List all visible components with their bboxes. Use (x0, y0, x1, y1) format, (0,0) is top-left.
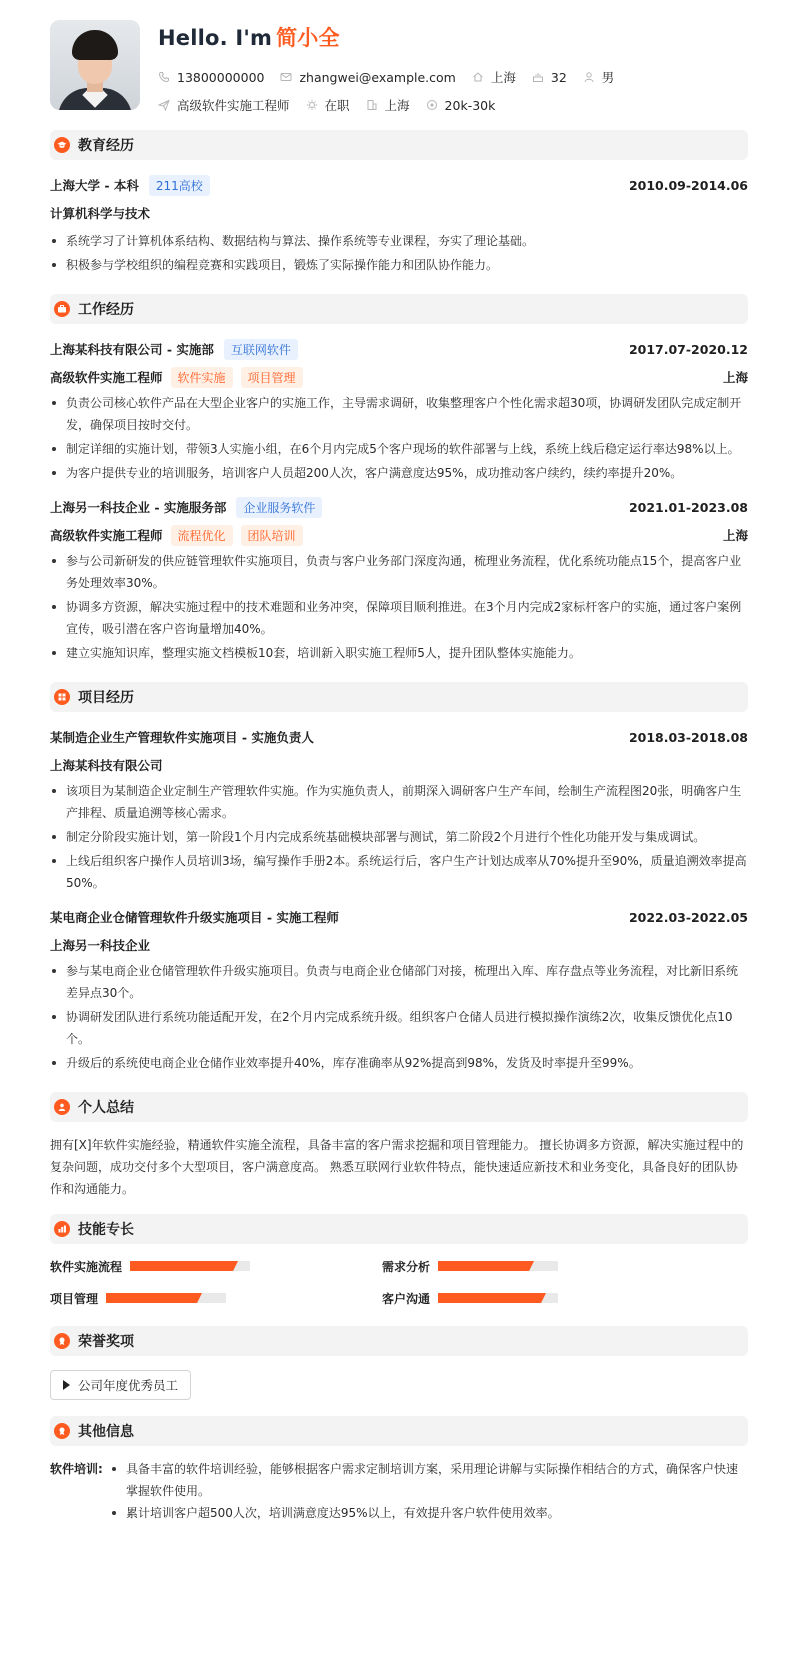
skill-item (382, 1258, 714, 1274)
skill-name: 需求分析 (382, 1259, 431, 1274)
page-title (158, 22, 630, 52)
job-role: 高级软件实施工程师 (50, 370, 163, 385)
phone-icon (158, 71, 170, 83)
candidate-name: 简小全 (276, 26, 340, 50)
skill-tag: 软件实施 (171, 367, 233, 388)
list-item: 该项目为某制造企业定制生产管理软件实施。作为实施负责人，前期深入调研客户生产车间，绘制生产流程图20张，明确客户生产排程、质量追溯等核心需求。 (50, 780, 748, 824)
phone-value: 13800000000 (177, 69, 265, 85)
position-value: 高级软件实施工程师 (177, 98, 290, 113)
resume-header (50, 20, 748, 112)
section-title: 教育经历 (78, 138, 134, 154)
major: 计算机科学与技术 (50, 206, 151, 221)
other-label: 软件培训: (50, 1462, 103, 1476)
list-item: 积极参与学校组织的编程竞赛和实践项目，锻炼了实际操作能力和团队协作能力。 (50, 254, 748, 276)
status-icon (306, 99, 318, 111)
section-title: 技能专长 (78, 1222, 134, 1238)
company-name: 上海某科技有限公司 - 实施部 (50, 342, 214, 357)
section-title: 个人总结 (78, 1100, 134, 1116)
section-projects (50, 682, 748, 712)
section-skills (50, 1214, 748, 1244)
user-icon (54, 1099, 70, 1115)
salary-value: 20k-30k (444, 97, 496, 113)
project-bullets (50, 960, 748, 1074)
send-icon (158, 99, 170, 111)
list-item: 建立实施知识库，整理实施文档模板10套，培训新入职实施工程师5人，提升团队整体实施能力。 (50, 642, 748, 664)
skill-bar-fill (106, 1293, 202, 1303)
cake-icon (532, 71, 544, 83)
age-value: 32 (550, 69, 567, 85)
list-item: 为客户提供专业的培训服务，培训客户人员超200人次，客户满意度达95%，成功推动客户续约，续约率提升20%。 (50, 462, 748, 484)
avatar (50, 20, 140, 110)
section-title: 项目经历 (78, 690, 134, 706)
work-bullets (50, 550, 748, 664)
other-entry (50, 1458, 748, 1524)
gender-value: 男 (601, 70, 615, 85)
skill-item (50, 1290, 382, 1306)
skill-bar-fill (438, 1261, 534, 1271)
skill-bar (130, 1261, 250, 1271)
section-title: 工作经历 (78, 302, 134, 318)
chart-icon (54, 1221, 70, 1237)
skill-name: 项目管理 (50, 1291, 99, 1306)
section-work (50, 294, 748, 324)
industry-tag: 互联网软件 (224, 339, 298, 360)
work-bullets (50, 392, 748, 484)
project-entry (50, 728, 748, 746)
skills-grid (50, 1258, 748, 1306)
list-item: 参与某电商企业仓储管理软件升级实施项目。负责与电商企业仓储部门对接，梳理出入库、库存盘点等业务流程，对比新旧系统差异点30个。 (50, 960, 748, 1004)
list-item: 制定详细的实施计划，带领3人实施小组，在6个月内完成5个客户现场的软件部署与上线，系统上线后稳定运行率达98%以上。 (50, 438, 748, 460)
section-honors (50, 1326, 748, 1356)
info-icon (54, 1423, 70, 1439)
greeting: Hello. I'm (158, 26, 273, 50)
list-item: 升级后的系统使电商企业仓储作业效率提升40%，库存准确率从92%提高到98%，发货及时率提升至99%。 (50, 1052, 748, 1074)
project-entry (50, 908, 748, 926)
job-location: 上海 (722, 528, 748, 543)
hometown-value: 上海 (490, 70, 516, 85)
work-period: 2017.07-2020.12 (628, 341, 748, 357)
project-company: 上海某科技有限公司 (50, 758, 163, 773)
section-education (50, 130, 748, 160)
school-tag: 211高校 (149, 175, 210, 196)
project-bullets (50, 780, 748, 894)
skill-bar (106, 1293, 226, 1303)
work-period: 2021.01-2023.08 (628, 499, 748, 515)
education-bullets (50, 230, 748, 276)
job-location: 上海 (722, 370, 748, 385)
list-item: 协调多方资源，解决实施过程中的技术难题和业务冲突，保障项目顺利推进。在3个月内完成2家标杆客户的实施，通过客户案例宣传，吸引潜在客户咨询量增加40%。 (50, 596, 748, 640)
grid-icon (54, 689, 70, 705)
list-item: 负责公司核心软件产品在大型企业客户的实施工作，主导需求调研，收集整理客户个性化需求超30项，协调研发团队完成定制开发，确保项目按时交付。 (50, 392, 748, 436)
list-item: 参与公司新研发的供应链管理软件实施项目，负责与客户业务部门深度沟通，梳理业务流程，优化系统功能点15个，提高客户业务处理效率30%。 (50, 550, 748, 594)
award-icon (54, 1333, 70, 1349)
list-item: 上线后组织客户操作人员培训3场，编写操作手册2本。系统运行后，客户生产计划达成率从70%提升至90%，质量追溯效率提高50%。 (50, 850, 748, 894)
section-title: 其他信息 (78, 1424, 134, 1440)
list-item: 系统学习了计算机体系结构、数据结构与算法、操作系统等专业课程，夯实了理论基础。 (50, 230, 748, 252)
job-intent-row (158, 96, 630, 114)
skill-name: 客户沟通 (382, 1291, 431, 1306)
skill-bar-fill (438, 1293, 546, 1303)
list-item: 制定分阶段实施计划，第一阶段1个月内完成系统基础模块部署与测试，第二阶段2个月进行个性化功能开发与集成调试。 (50, 826, 748, 848)
mail-icon (280, 71, 292, 83)
company-name: 上海另一科技企业 - 实施服务部 (50, 500, 227, 515)
school-name: 上海大学 - 本科 (50, 178, 139, 193)
skill-name: 软件实施流程 (50, 1259, 123, 1274)
project-name: 某电商企业仓储管理软件升级实施项目 - 实施工程师 (50, 910, 339, 925)
skill-item (50, 1258, 382, 1274)
list-item: 具备丰富的软件培训经验，能够根据客户需求定制培训方案，采用理论讲解与实际操作相结合的方式，确保客户快速掌握软件使用。 (110, 1458, 748, 1502)
other-bullets (110, 1458, 748, 1524)
summary-text: 拥有[X]年软件实施经验，精通软件实施全流程，具备丰富的客户需求挖掘和项目管理能力。 擅长协调多方资源，解决实施过程中的复杂问题，成功交付多个大型项目，客户满意度高。 熟悉互联网行业软件特点，能快速适应新技术和业务变化，具备良好的团队协作和沟通能力。 (50, 1138, 744, 1196)
honor-name: 公司年度优秀员工 (78, 1378, 179, 1393)
email-value: zhangwei@example.com (299, 69, 456, 85)
honor-item (50, 1370, 191, 1400)
building-icon (366, 99, 378, 111)
salary-icon (426, 99, 438, 111)
project-period: 2022.03-2022.05 (628, 909, 748, 925)
project-company: 上海另一科技企业 (50, 938, 151, 953)
list-item: 协调研发团队进行系统功能适配开发，在2个月内完成系统升级。组织客户仓储人员进行模拟操作演练2次，收集反馈优化点10个。 (50, 1006, 748, 1050)
list-item: 累计培训客户超500人次，培训满意度达95%以上，有效提升客户软件使用效率。 (110, 1502, 748, 1524)
education-entry (50, 176, 748, 194)
education-period: 2010.09-2014.06 (628, 177, 748, 193)
gender-icon (583, 71, 595, 83)
work-entry (50, 340, 748, 358)
city-value: 上海 (384, 98, 410, 113)
section-title: 荣誉奖项 (78, 1334, 134, 1350)
section-summary (50, 1092, 748, 1122)
industry-tag: 企业服务软件 (236, 497, 322, 518)
briefcase-icon (54, 301, 70, 317)
skill-bar (438, 1293, 558, 1303)
skill-item (382, 1290, 714, 1306)
job-role: 高级软件实施工程师 (50, 528, 163, 543)
project-period: 2018.03-2018.08 (628, 729, 748, 745)
project-name: 某制造企业生产管理软件实施项目 - 实施负责人 (50, 730, 314, 745)
skill-tag: 团队培训 (241, 525, 303, 546)
contact-row (158, 68, 630, 86)
skill-tag: 流程优化 (171, 525, 233, 546)
skill-bar-fill (130, 1261, 238, 1271)
work-entry (50, 498, 748, 516)
graduation-cap-icon (54, 137, 70, 153)
status-value: 在职 (324, 98, 350, 113)
home-icon (472, 71, 484, 83)
play-icon (63, 1380, 70, 1390)
skill-bar (438, 1261, 558, 1271)
section-other (50, 1416, 748, 1446)
skill-tag: 项目管理 (241, 367, 303, 388)
